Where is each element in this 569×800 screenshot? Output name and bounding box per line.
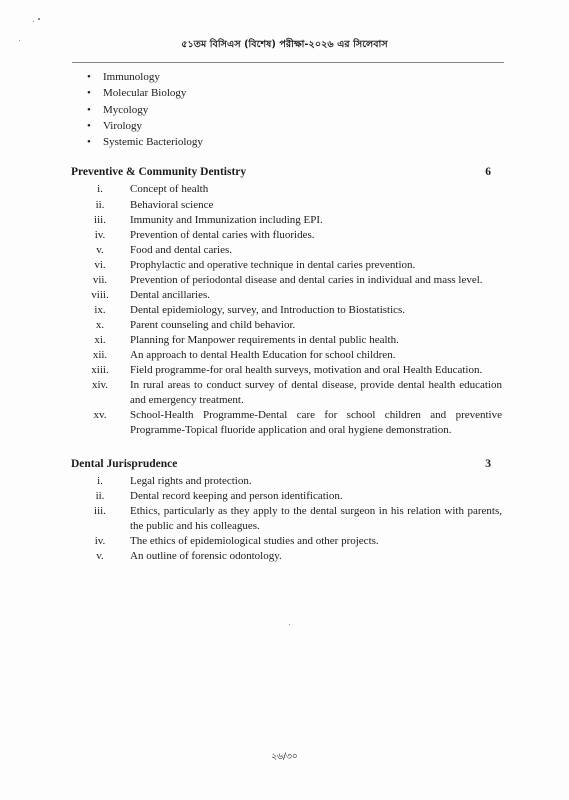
item-text: Legal rights and protection. — [130, 475, 252, 487]
bullet-item: • Virology — [87, 118, 203, 134]
page-header-title: ৫১তম বিসিএস (বিশেষ) পরীক্ষা-২০২৬ এর সিলেবাস — [181, 39, 388, 50]
item-text: An outline of forensic odontology. — [130, 550, 282, 562]
item-text: Dental record keeping and person identification. — [130, 490, 343, 502]
header-divider — [72, 62, 504, 63]
item-text: Dental ancillaries. — [130, 289, 211, 301]
item-text: Prevention of dental caries with fluorides. — [130, 229, 315, 241]
scan-speck — [289, 624, 290, 625]
item-number: vii. — [92, 274, 108, 286]
item-number: xi. — [94, 334, 106, 346]
item-number: ix. — [94, 304, 106, 316]
item-text: Prevention of periodontal disease and dental caries in individual and mass level. — [130, 274, 483, 286]
bullet-item: • Systemic Bacteriology — [87, 134, 203, 150]
item-text: Planning for Manpower requirements in dental public health. — [130, 334, 399, 346]
item-text: Concept of health — [130, 183, 209, 195]
item-text: The ethics of epidemiological studies and other projects. — [130, 535, 379, 547]
item-text: Prophylactic and operative technique in dental caries prevention. — [130, 259, 416, 271]
item-text: In rural areas to conduct survey of dental disease, provide dental health education and emergency treatment. — [130, 379, 502, 406]
item-text: Parent counseling and child behavior. — [130, 319, 296, 331]
item-number: iv. — [94, 229, 106, 241]
page-number: ২৬/৩০ — [271, 752, 298, 762]
item-text: Immunity and Immunization including EPI. — [130, 214, 323, 226]
item-number: iii. — [94, 505, 106, 517]
bullet-item: • Molecular Biology — [87, 85, 203, 101]
item-text: Field programme-for oral health surveys, motivation and oral Health Education. — [130, 364, 483, 376]
item-number: vi. — [94, 259, 106, 271]
item-text: Dental epidemiology, survey, and Introduction to Biostatistics. — [130, 304, 406, 316]
item-number: iv. — [94, 535, 106, 547]
section-marks: 6 — [485, 166, 491, 178]
item-number: i. — [97, 183, 103, 195]
item-number: ii. — [95, 490, 105, 502]
section-heading — [71, 166, 491, 178]
item-number: xii. — [92, 349, 108, 361]
section-marks: 3 — [485, 458, 491, 470]
bullet-item: • Mycology — [87, 102, 203, 118]
bullet-list — [87, 69, 203, 150]
item-number: xv. — [93, 409, 107, 421]
bullet-item: • Immunology — [87, 69, 203, 85]
section-title: Preventive & Community Dentistry — [71, 166, 247, 178]
item-number: iii. — [94, 214, 106, 226]
section-title: Dental Jurisprudence — [71, 458, 178, 470]
item-text: School-Health Programme-Dental care for school children and preventive Programme-Topical fluoride application and oral hygiene demonstration. — [130, 409, 502, 436]
item-number: x. — [95, 319, 105, 331]
item-number: v. — [96, 244, 104, 256]
item-text: An approach to dental Health Education for school children. — [130, 349, 396, 361]
item-text: Food and dental caries. — [130, 244, 233, 256]
section-heading — [71, 458, 491, 470]
item-number: viii. — [91, 289, 109, 301]
item-number: xiv. — [91, 379, 109, 391]
scan-speck — [33, 21, 34, 22]
scan-speck — [38, 18, 40, 20]
item-number: xiii. — [91, 364, 109, 376]
item-text: Ethics, particularly as they apply to the dental surgeon in his relation with parents, the public and his colleagues. — [130, 505, 502, 532]
item-number: i. — [97, 475, 103, 487]
item-number: ii. — [95, 199, 105, 211]
item-text: Behavioral science — [130, 199, 214, 211]
item-number: v. — [96, 550, 104, 562]
